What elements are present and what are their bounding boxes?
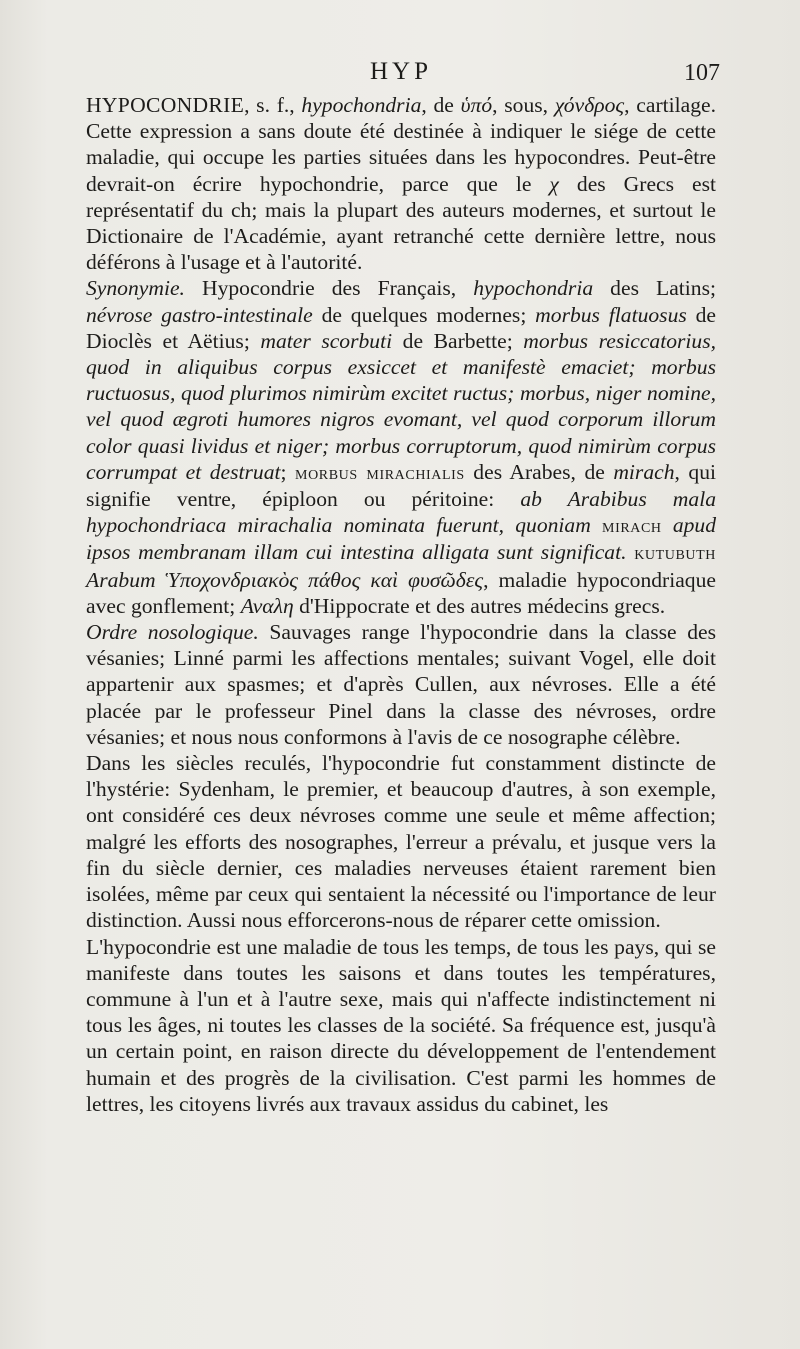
text-run: de Barbette; bbox=[392, 328, 524, 353]
text-run bbox=[591, 513, 602, 537]
text-run: , s. f., bbox=[244, 93, 302, 117]
text-run: , cartilage. Cette expression a sans doute été destinée à indiquer le siége de cette maladie, qui occupe les parties situées dans les hypocondres. Peut-être devrait-on écrire hypochondrie, parce que le bbox=[86, 93, 716, 196]
text-run: mirach bbox=[602, 515, 662, 538]
text-run: , maladie hypocondriaque avec gonflement; bbox=[86, 567, 716, 618]
text-run: d'Hippocrate et des autres médecins grecs. bbox=[293, 593, 666, 618]
text-run: HYPOCONDRIE bbox=[86, 93, 245, 117]
paragraph-3 bbox=[86, 619, 716, 750]
paragraph-5 bbox=[86, 934, 716, 1117]
text-run: χόνδρος bbox=[554, 93, 625, 117]
text-run: des Latins; bbox=[593, 276, 716, 301]
paragraph-4 bbox=[86, 750, 716, 933]
text-run: kutubuth bbox=[634, 542, 716, 565]
text-run: Synonymie. bbox=[86, 276, 185, 301]
body-text bbox=[86, 92, 716, 1117]
text-run: morbus mirachialis bbox=[295, 461, 465, 484]
paragraph-1 bbox=[86, 92, 716, 275]
text-run: apud ipsos membranam illam cui intestina alligata sunt significat. bbox=[86, 513, 717, 565]
text-run: ab Arabibus mala hypochondriaca mirachalia nominata fuerunt, quoniam bbox=[86, 487, 716, 538]
text-run: mater scorbuti bbox=[260, 328, 393, 353]
text-run: Sauvages range l'hypocondrie dans la classe des vésanies; Linné parmi les affections mentales; suivant Vogel, elle doit appartenir aux spasmes; et d'après Cullen, aux névroses. Elle a été placée par le professeur Pinel dans la classe des névroses, ordre vésanies; et nous nous conformons à l'avis de ce nosographe célèbre. bbox=[86, 620, 717, 749]
text-run: hypochondria bbox=[301, 93, 422, 117]
text-run bbox=[156, 568, 166, 592]
text-run: mirach bbox=[613, 459, 675, 484]
text-run: ; bbox=[280, 459, 296, 484]
text-run: des Arabes, de bbox=[464, 459, 614, 484]
page-number: 107 bbox=[684, 60, 720, 86]
text-run: ὑπό bbox=[460, 93, 493, 117]
text-run: , de bbox=[421, 93, 461, 117]
text-run bbox=[662, 513, 673, 537]
text-run: , qui signifie ventre, épiploon ou péritoine: bbox=[86, 459, 717, 512]
text-run: de quelques modernes; bbox=[312, 302, 536, 327]
text-run: Ordre nosologique. bbox=[86, 620, 259, 645]
text-run: Ὑποχονδριακὸς πάθος καὶ φυσῶδες bbox=[165, 567, 484, 592]
page-header bbox=[86, 58, 720, 92]
running-head: HYP bbox=[369, 58, 432, 85]
text-run: de Dioclès et Aëtius; bbox=[86, 302, 717, 353]
text-run: névrose gastro-intestinale bbox=[86, 302, 313, 327]
text-run: Hypocondrie des Français, bbox=[184, 276, 474, 301]
paragraph-2 bbox=[86, 275, 716, 619]
text-run: des Grecs est représentatif du ch; mais la plupart des auteurs modernes, et surtout le Dictionaire de l'Académie, ayant retranché cette dernière lettre, nous déférons à l'usage et à l'autorité. bbox=[86, 171, 717, 275]
text-run: Dans les siècles reculés, l'hypocondrie fut constamment distincte de l'hystérie: Sydenham, le premier, et beaucoup d'autres, à son exemple, ont considéré ces deux névroses comme une seule et même affection; malgré les efforts des nosographes, l'erreur a prévalu, et jusque vers la fin du siècle dernier, ces maladies nerveuses étaient rarement bien isolées, même par ceux qui sentaient la nécessité ou l'importance de leur distinction. Aussi nous efforcerons-nous de réparer cette omission. bbox=[86, 751, 716, 933]
text-run: Αναλη bbox=[240, 593, 294, 618]
text-run: Arabum bbox=[86, 567, 156, 592]
text-run: morbus resiccatorius, quod in aliquibus corpus exsiccet et manifestè emaciet; morbus ructuosus, quod plurimos nimirùm excitet ructus; morbus, niger nomine, vel quod ægroti humores nigros evomant, vel quod corporum illorum color quasi lividus et niger; morbus corruptorum, quod nimirùm corpus corrumpat et destruat bbox=[86, 328, 716, 484]
text-run: hypochondria bbox=[473, 276, 594, 301]
text-run: , sous, bbox=[492, 93, 555, 117]
text-run: morbus flatuosus bbox=[535, 302, 687, 327]
text-run: L'hypocondrie est une maladie de tous les temps, de tous les pays, qui se manifeste dans toutes les saisons et dans toutes les températures, commune à l'un et à l'autre sexe, mais qui n'affecte indistinctement ni tous les âges, ni toutes les classes de la société. Sa fréquence est, jusqu'à un certain point, en raison directe du développement de l'entendement humain et des progrès de la civilisation. C'est parmi les hommes de lettres, les citoyens livrés aux travaux assidus du cabinet, les bbox=[86, 934, 716, 1116]
text-run: χ bbox=[549, 171, 559, 196]
